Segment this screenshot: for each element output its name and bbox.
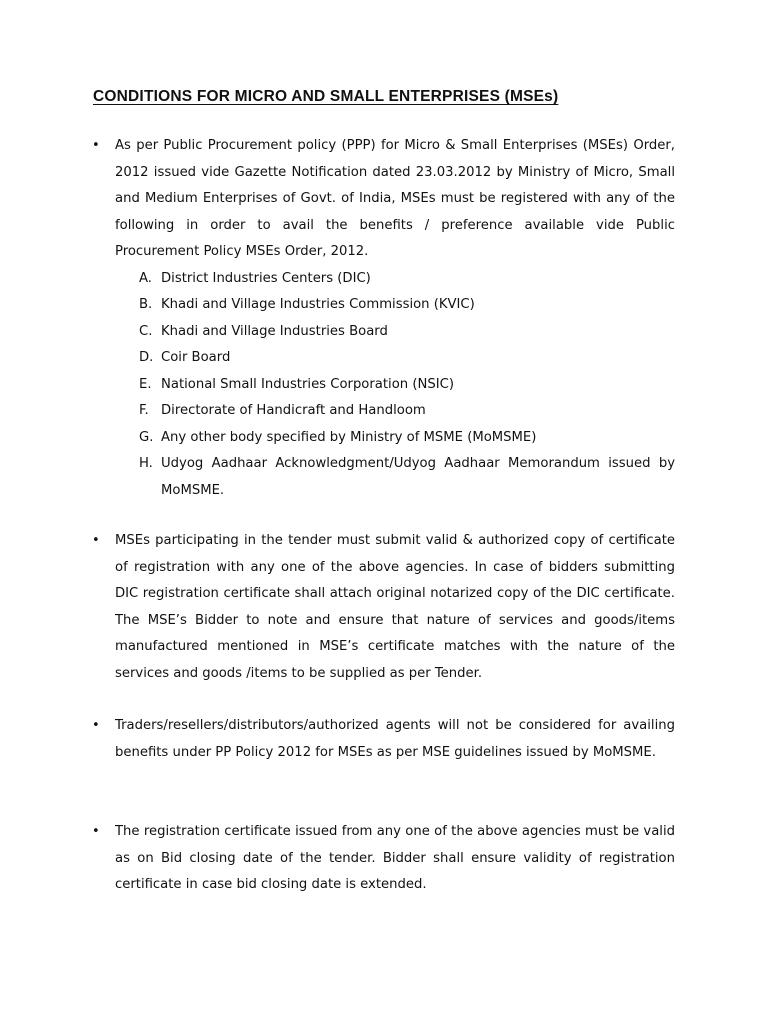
agency-item-coir-board — [115, 345, 675, 372]
agency-item-other-body — [115, 425, 675, 452]
agency-item-handicraft — [115, 398, 675, 425]
bullet-text: Traders/resellers/distributors/authorized agents will not be considered for availing benefits under PP Policy 2012 for MSEs as per MSE guidelines issued by MoMSME. — [115, 718, 675, 760]
bullet-text: MSEs participating in the tender must submit valid & authorized copy of certificate of registration with any one of the above agencies. In case of bidders submitting DIC registration certificate shall attach original notarized copy of the DIC certificate. The MSE’s Bidder to note and ensure that nature of services and goods/items manufactured mentioned in MSE’s certificate matches with the nature of the services and goods /items to be supplied as per Tender. — [115, 533, 675, 681]
bullet-icon: • — [92, 718, 100, 733]
document-title: CONDITIONS FOR MICRO AND SMALL ENTERPRISES (MSEs) — [93, 88, 559, 105]
bullet-icon: • — [92, 138, 100, 153]
list-marker: A. — [139, 270, 152, 286]
agency-text: National Small Industries Corporation (NSIC) — [161, 376, 454, 392]
bullet-text: The registration certificate issued from any one of the above agencies must be valid as on Bid closing date of the tender. Bidder shall ensure validity of registration certificate in case bid closing date is extended. — [115, 824, 675, 892]
agency-item-dic — [115, 266, 675, 293]
list-marker: F. — [139, 403, 149, 418]
agency-text: Udyog Aadhaar Acknowledgment/Udyog Aadhaar Memorandum issued by MoMSME. — [161, 456, 675, 498]
agency-item-kvic — [115, 292, 675, 319]
agency-text: Khadi and Village Industries Board — [161, 323, 388, 339]
agency-item-udyog-aadhaar — [115, 451, 675, 504]
bullet-item-traders-exclusion — [92, 713, 675, 766]
agency-text: Khadi and Village Industries Commission (KVIC) — [161, 297, 475, 312]
list-marker: C. — [139, 323, 153, 339]
list-marker: G. — [139, 429, 154, 445]
agency-item-nsic — [115, 372, 675, 399]
agency-text: Any other body specified by Ministry of MSME (MoMSME) — [161, 429, 537, 445]
agency-text: Coir Board — [161, 350, 231, 365]
bullet-item-certificate-validity — [92, 819, 675, 899]
list-marker: H. — [139, 456, 153, 471]
agency-item-kvib — [115, 319, 675, 346]
bullet-icon: • — [92, 533, 100, 548]
registration-agency-list — [115, 266, 675, 505]
agency-text: District Industries Centers (DIC) — [161, 270, 371, 286]
list-marker: D. — [139, 350, 154, 365]
bullet-text: As per Public Procurement policy (PPP) for Micro & Small Enterprises (MSEs) Order, 2012 issued vide Gazette Notification dated 23.03.2012 by Ministry of Micro, Small and Medium Enterprises of Govt. of India, MSEs must be registered with any of the following in order to avail the benefits / preference available vide Public Procurement Policy MSEs Order, 2012. — [115, 138, 675, 259]
bullet-item-certificate-submission — [92, 528, 675, 687]
list-marker: B. — [139, 297, 153, 312]
agency-text: Directorate of Handicraft and Handloom — [161, 403, 426, 418]
bullet-item-registration-requirement — [92, 133, 675, 504]
bullet-icon: • — [92, 824, 100, 839]
list-marker: E. — [139, 376, 152, 392]
